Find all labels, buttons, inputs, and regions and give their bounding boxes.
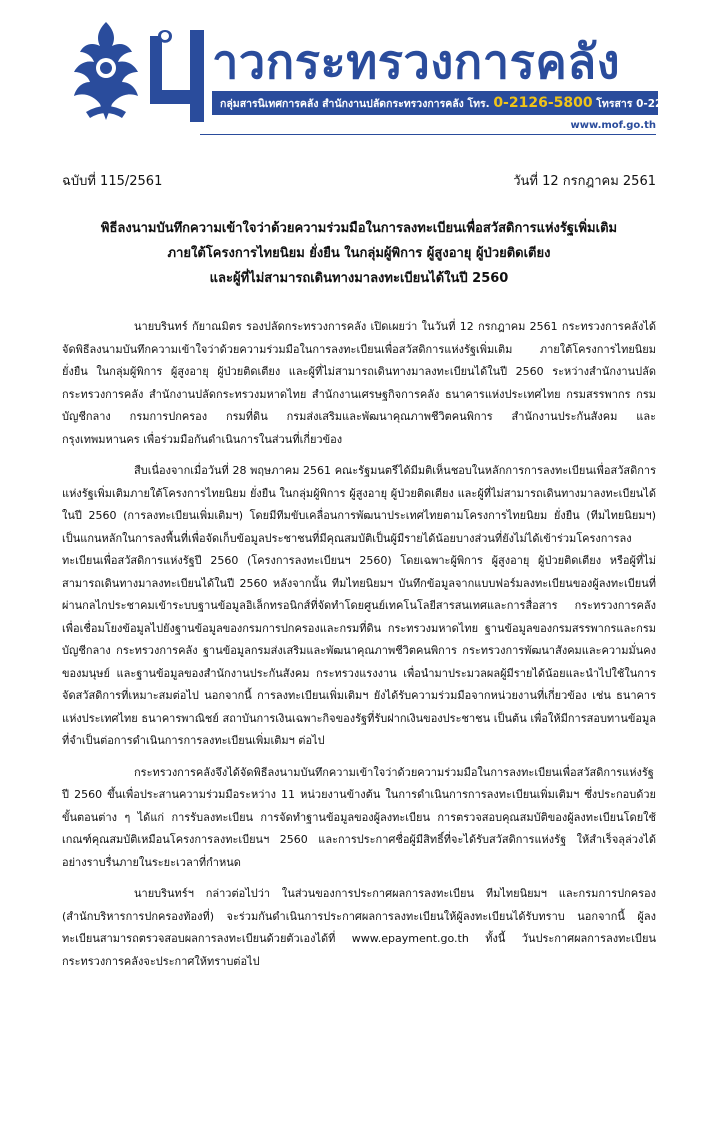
paragraph: นายบรินทร์ฯ กล่าวต่อไปว่า ในส่วนของการประกาศผลการลงทะเบียน ทีมไทยนิยมฯ และกรมการปกครอง (สำนักบริหารการปกครองท้องที่) จะร่วมกันดำเนินการประกาศผลการลงทะเบียนให้ผู้ลงทะเบียนได้รับทราบ นอกจากนี้ ผู้ลงทะเบียนสามารถตรวจสอบผลการลงทะเบียนด้วยตัวเองได้ที่ www.epayment.go.th ทั้งนี้ วันประกาศผลการลงทะเบียนกระทรวงการคลังจะประกาศให้ทราบต่อไป [62,887,656,968]
fax-number: 0-2273-9763 [636,98,711,110]
masthead-divider [200,134,656,135]
ministry-emblem-icon [56,16,156,126]
masthead-title: าวกระทรวงการคลัง [212,35,621,90]
issue-number: ฉบับที่ 115/2561 [62,174,163,189]
contact-text: กลุ่มสารนิเทศการคลัง สำนักงานปลัดกระทรวงการคลัง โทร. [220,98,490,110]
release-date: วันที่ 12 กรกฎาคม 2561 [513,174,656,189]
headline-initial-icon [150,26,208,126]
paragraph: กระทรวงการคลังจึงได้จัดพิธีลงนามบันทึกความเข้าใจว่าด้วยความร่วมมือในการลงทะเบียนเพื่อสวัสดิการแห่งรัฐปี 2560 ขึ้นเพื่อประสานความร่วมมือระหว่าง 11 หน่วยงานข้างต้น ในการดำเนินการการลงทะเบียนเพิ่มเติมฯ ซึ่งประกอบด้วยขั้นตอนต่าง ๆ ได้แก่ การรับลงทะเบียน การจัดทำฐานข้อมูลของผู้ลงทะเบียน การตรวจสอบคุณสมบัติของผู้ลงทะเบียนโดยใช้เกณฑ์คุณสมบัติเหมือนโครงการลงทะเบียนฯ 2560 และการประกาศชื่อผู้มีสิทธิ์ที่จะได้รับสวัสดิการแห่งรัฐ ให้สำเร็จลุล่วงได้อย่างราบรื่นภายในระยะเวลาที่กำหนด [62,765,656,869]
meta-row [62,170,656,192]
headline-line: พิธีลงนามบันทึกความเข้าใจว่าด้วยความร่วมมือในการลงทะเบียนเพื่อสวัสดิการแห่งรัฐเพิ่มเติม [100,221,618,236]
paragraph: นายบรินทร์ กัยาณมิตร รองปลัดกระทรวงการคลัง เปิดเผยว่า ในวันที่ 12 กรกฎาคม 2561 กระทรวงการคลังได้จัดพิธีลงนามบันทึกความเข้าใจว่าด้วยความร่วมมือในการลงทะเบียนเพื่อสวัสดิการแห่งรัฐเพิ่มเติม ภายใต้โครงการไทยนิยม ยั่งยืน ในกลุ่มผู้พิการ ผู้สูงอายุ ผู้ป่วยติดเตียง และผู้ที่ไม่สามารถเดินทางมาลงทะเบียนได้ในปี 2560 ระหว่างสำนักงานปลัดกระทรวงการคลัง สำนักงานปลัดกระทรวงมหาดไทย สำนักงานเศรษฐกิจการคลัง ธนาคารแห่งประเทศไทย กรมสรรพากร กรมบัญชีกลาง กรมการปกครอง กรมที่ดิน กรมส่งเสริมและพัฒนาคุณภาพชีวิตคนพิการ สำนักงานประกันสังคม และกรุงเทพมหานคร เพื่อร่วมมือกันดำเนินการในส่วนที่เกี่ยวข้อง [62,320,656,446]
masthead [0,0,720,140]
paragraph: สืบเนื่องจากเมื่อวันที่ 28 พฤษภาคม 2561 คณะรัฐมนตรีได้มีมติเห็นชอบในหลักการการลงทะเบียนเพื่อสวัสดิการแห่งรัฐเพิ่มเติมภายใต้โครงการไทยนิยม ยั่งยืน ในกลุ่มผู้พิการ ผู้สูงอายุ ผู้ป่วยติดเตียง และผู้ที่ไม่สามารถเดินทางมาลงทะเบียนได้ในปี 2560 (การลงทะเบียนเพิ่มเติมฯ) โดยมีทีมขับเคลื่อนการพัฒนาประเทศไทยตามโครงการไทยนิยม ยั่งยืน (ทีมไทยนิยมฯ) เป็นแกนหลักในการลงพื้นที่เพื่อจัดเก็บข้อมูลประชาชนที่มีคุณสมบัติเป็นผู้มีรายได้น้อยบางส่วนที่ยังไม่ได้เข้าร่วมโครงการลงทะเบียนเพื่อสวัสดิการแห่งรัฐปี 2560 (โครงการลงทะเบียนฯ 2560) โดยเฉพาะผู้พิการ ผู้สูงอายุ ผู้ป่วยติดเตียง หรือผู้ที่ไม่สามารถเดินทางมาลงทะเบียนได้ในปี 2560 หลังจากนั้น ทีมไทยนิยมฯ บันทึกข้อมูลจากแบบฟอร์มลงทะเบียนของผู้ลงทะเบียนที่ผ่านกลไกประชาคมเข้าระบบฐานข้อมูลอิเล็กทรอนิกส์ที่จัดทำโดยศูนย์เทคโนโลยีสารสนเทศและการสื่อสาร กระทรวงการคลัง เพื่อเชื่อมโยงข้อมูลไปยังฐานข้อมูลของกรมการปกครองและกรมที่ดิน กระทรวงมหาดไทย ฐานข้อมูลของกรมสรรพากรและกรมบัญชีกลาง กระทรวงการคลัง ฐานข้อมูลกรมส่งเสริมและพัฒนาคุณภาพชีวิตคนพิการ กระทรวงการพัฒนาสังคมและความมั่นคงของมนุษย์ และฐานข้อมูลของสำนักงานประกันสังคม กระทรวงแรงงาน เพื่อนำมาประมวลผลผู้มีรายได้น้อยและนำไปใช้ในการจัดสวัสดิการที่เหมาะสมต่อไป นอกจากนี้ การลงทะเบียนเพิ่มเติมฯ ยังได้รับความร่วมมือจากหน่วยงานที่เกี่ยวข้อง เช่น ธนาคารแห่งประเทศไทย ธนาคารพาณิชย์ สถาบันการเงินเฉพาะกิจของรัฐที่รับฝากเงินของประชาชน เป็นต้น เพื่อให้มีการสอบทานข้อมูลที่จำเป็นต่อการดำเนินการการลงทะเบียนเพิ่มเติมฯ ต่อไป [62,464,656,747]
article-body [62,316,656,982]
headline-line: ภายใต้โครงการไทยนิยม ยั่งยืน ในกลุ่มผู้พิการ ผู้สูงอายุ ผู้ป่วยติดเตียง [167,246,551,261]
phone-number: 0-2126-5800 [493,95,593,111]
headline [62,216,656,291]
website-url[interactable]: www.mof.go.th [570,120,656,131]
fax-label: โทรสาร [596,98,633,110]
headline-line: และผู้ที่ไม่สามารถเดินทางมาลงทะเบียนได้ในปี 2560 [209,271,509,286]
contact-bar [212,91,711,115]
